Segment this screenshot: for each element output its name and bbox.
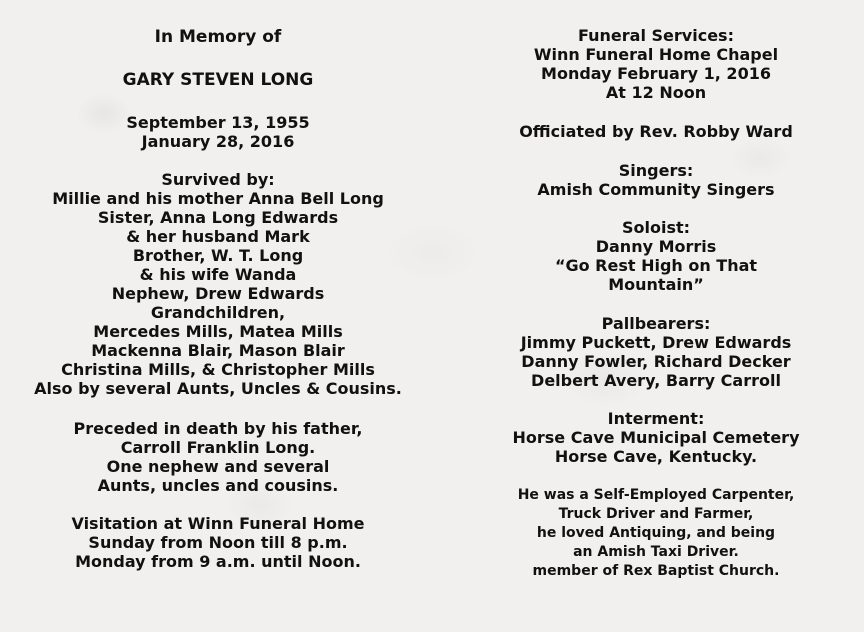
preceded-section	[20, 419, 416, 495]
interment-line: Interment:	[607, 409, 705, 428]
survived-line: Christina Mills, & Christopher Mills	[61, 360, 375, 379]
biography-section	[456, 486, 856, 581]
soloist-section	[456, 218, 856, 294]
survived-by-section	[20, 170, 416, 398]
preceded-line: One nephew and several	[106, 457, 330, 476]
life-dates	[20, 113, 416, 151]
interment-line: Horse Cave Municipal Cemetery	[512, 428, 800, 447]
preceded-line: Aunts, uncles and cousins.	[97, 476, 339, 495]
survived-line: & his wife Wanda	[139, 265, 297, 284]
bio-line: He was a Self-Employed Carpenter,	[517, 487, 795, 503]
soloist-line: Mountain”	[608, 275, 704, 294]
soloist-line: “Go Rest High on That	[554, 256, 758, 275]
death-date: January 28, 2016	[141, 132, 295, 151]
soloist-line: Danny Morris	[595, 237, 717, 256]
deceased-name	[20, 71, 416, 90]
visitation-line: Visitation at Winn Funeral Home	[71, 514, 365, 533]
pallbearers-line: Danny Fowler, Richard Decker	[521, 352, 791, 371]
survived-line: Sister, Anna Long Edwards	[97, 208, 339, 227]
services-line: Funeral Services:	[578, 26, 734, 45]
interment-line: Horse Cave, Kentucky.	[554, 447, 758, 466]
deceased-name-text: GARY STEVEN LONG	[122, 70, 314, 90]
bio-line: member of Rex Baptist Church.	[532, 563, 780, 579]
services-line: Winn Funeral Home Chapel	[533, 45, 779, 64]
survived-line: Brother, W. T. Long	[132, 246, 304, 265]
preceded-line: Carroll Franklin Long.	[120, 438, 316, 457]
visitation-line: Monday from 9 a.m. until Noon.	[75, 552, 361, 571]
singers-line: Singers:	[618, 161, 694, 180]
pallbearers-line: Pallbearers:	[601, 314, 711, 333]
survived-line: & her husband Mark	[126, 227, 310, 246]
pallbearers-section	[456, 314, 856, 390]
funeral-services-section	[456, 26, 856, 102]
survived-line: Nephew, Drew Edwards	[111, 284, 325, 303]
visitation-line: Sunday from Noon till 8 p.m.	[88, 533, 348, 552]
survived-line: Mercedes Mills, Matea Mills	[93, 322, 343, 341]
interment-section	[456, 409, 856, 466]
preceded-line: Preceded in death by his father,	[73, 419, 363, 438]
visitation-section	[20, 514, 416, 571]
soloist-line: Soloist:	[621, 218, 691, 237]
survived-line: Millie and his mother Anna Bell Long	[52, 189, 384, 208]
survived-line: Survived by:	[161, 170, 275, 189]
officiant-section	[456, 122, 856, 141]
singers-line: Amish Community Singers	[537, 180, 775, 199]
pallbearers-line: Jimmy Puckett, Drew Edwards	[520, 333, 792, 352]
memory-header	[20, 28, 416, 47]
services-line: At 12 Noon	[605, 83, 707, 102]
singers-section	[456, 161, 856, 199]
survived-line: Mackenna Blair, Mason Blair	[91, 341, 345, 360]
birth-date: September 13, 1955	[126, 113, 310, 132]
bio-line: he loved Antiquing, and being	[536, 525, 776, 541]
memory-header-text: In Memory of	[154, 27, 282, 47]
survived-line: Also by several Aunts, Uncles & Cousins.	[34, 379, 402, 398]
bio-line: an Amish Taxi Driver.	[573, 544, 739, 560]
bio-line: Truck Driver and Farmer,	[558, 506, 754, 522]
pallbearers-line: Delbert Avery, Barry Carroll	[531, 371, 781, 390]
officiant-line: Officiated by Rev. Robby Ward	[519, 122, 793, 141]
services-line: Monday February 1, 2016	[541, 64, 771, 83]
survived-line: Grandchildren,	[150, 303, 286, 322]
